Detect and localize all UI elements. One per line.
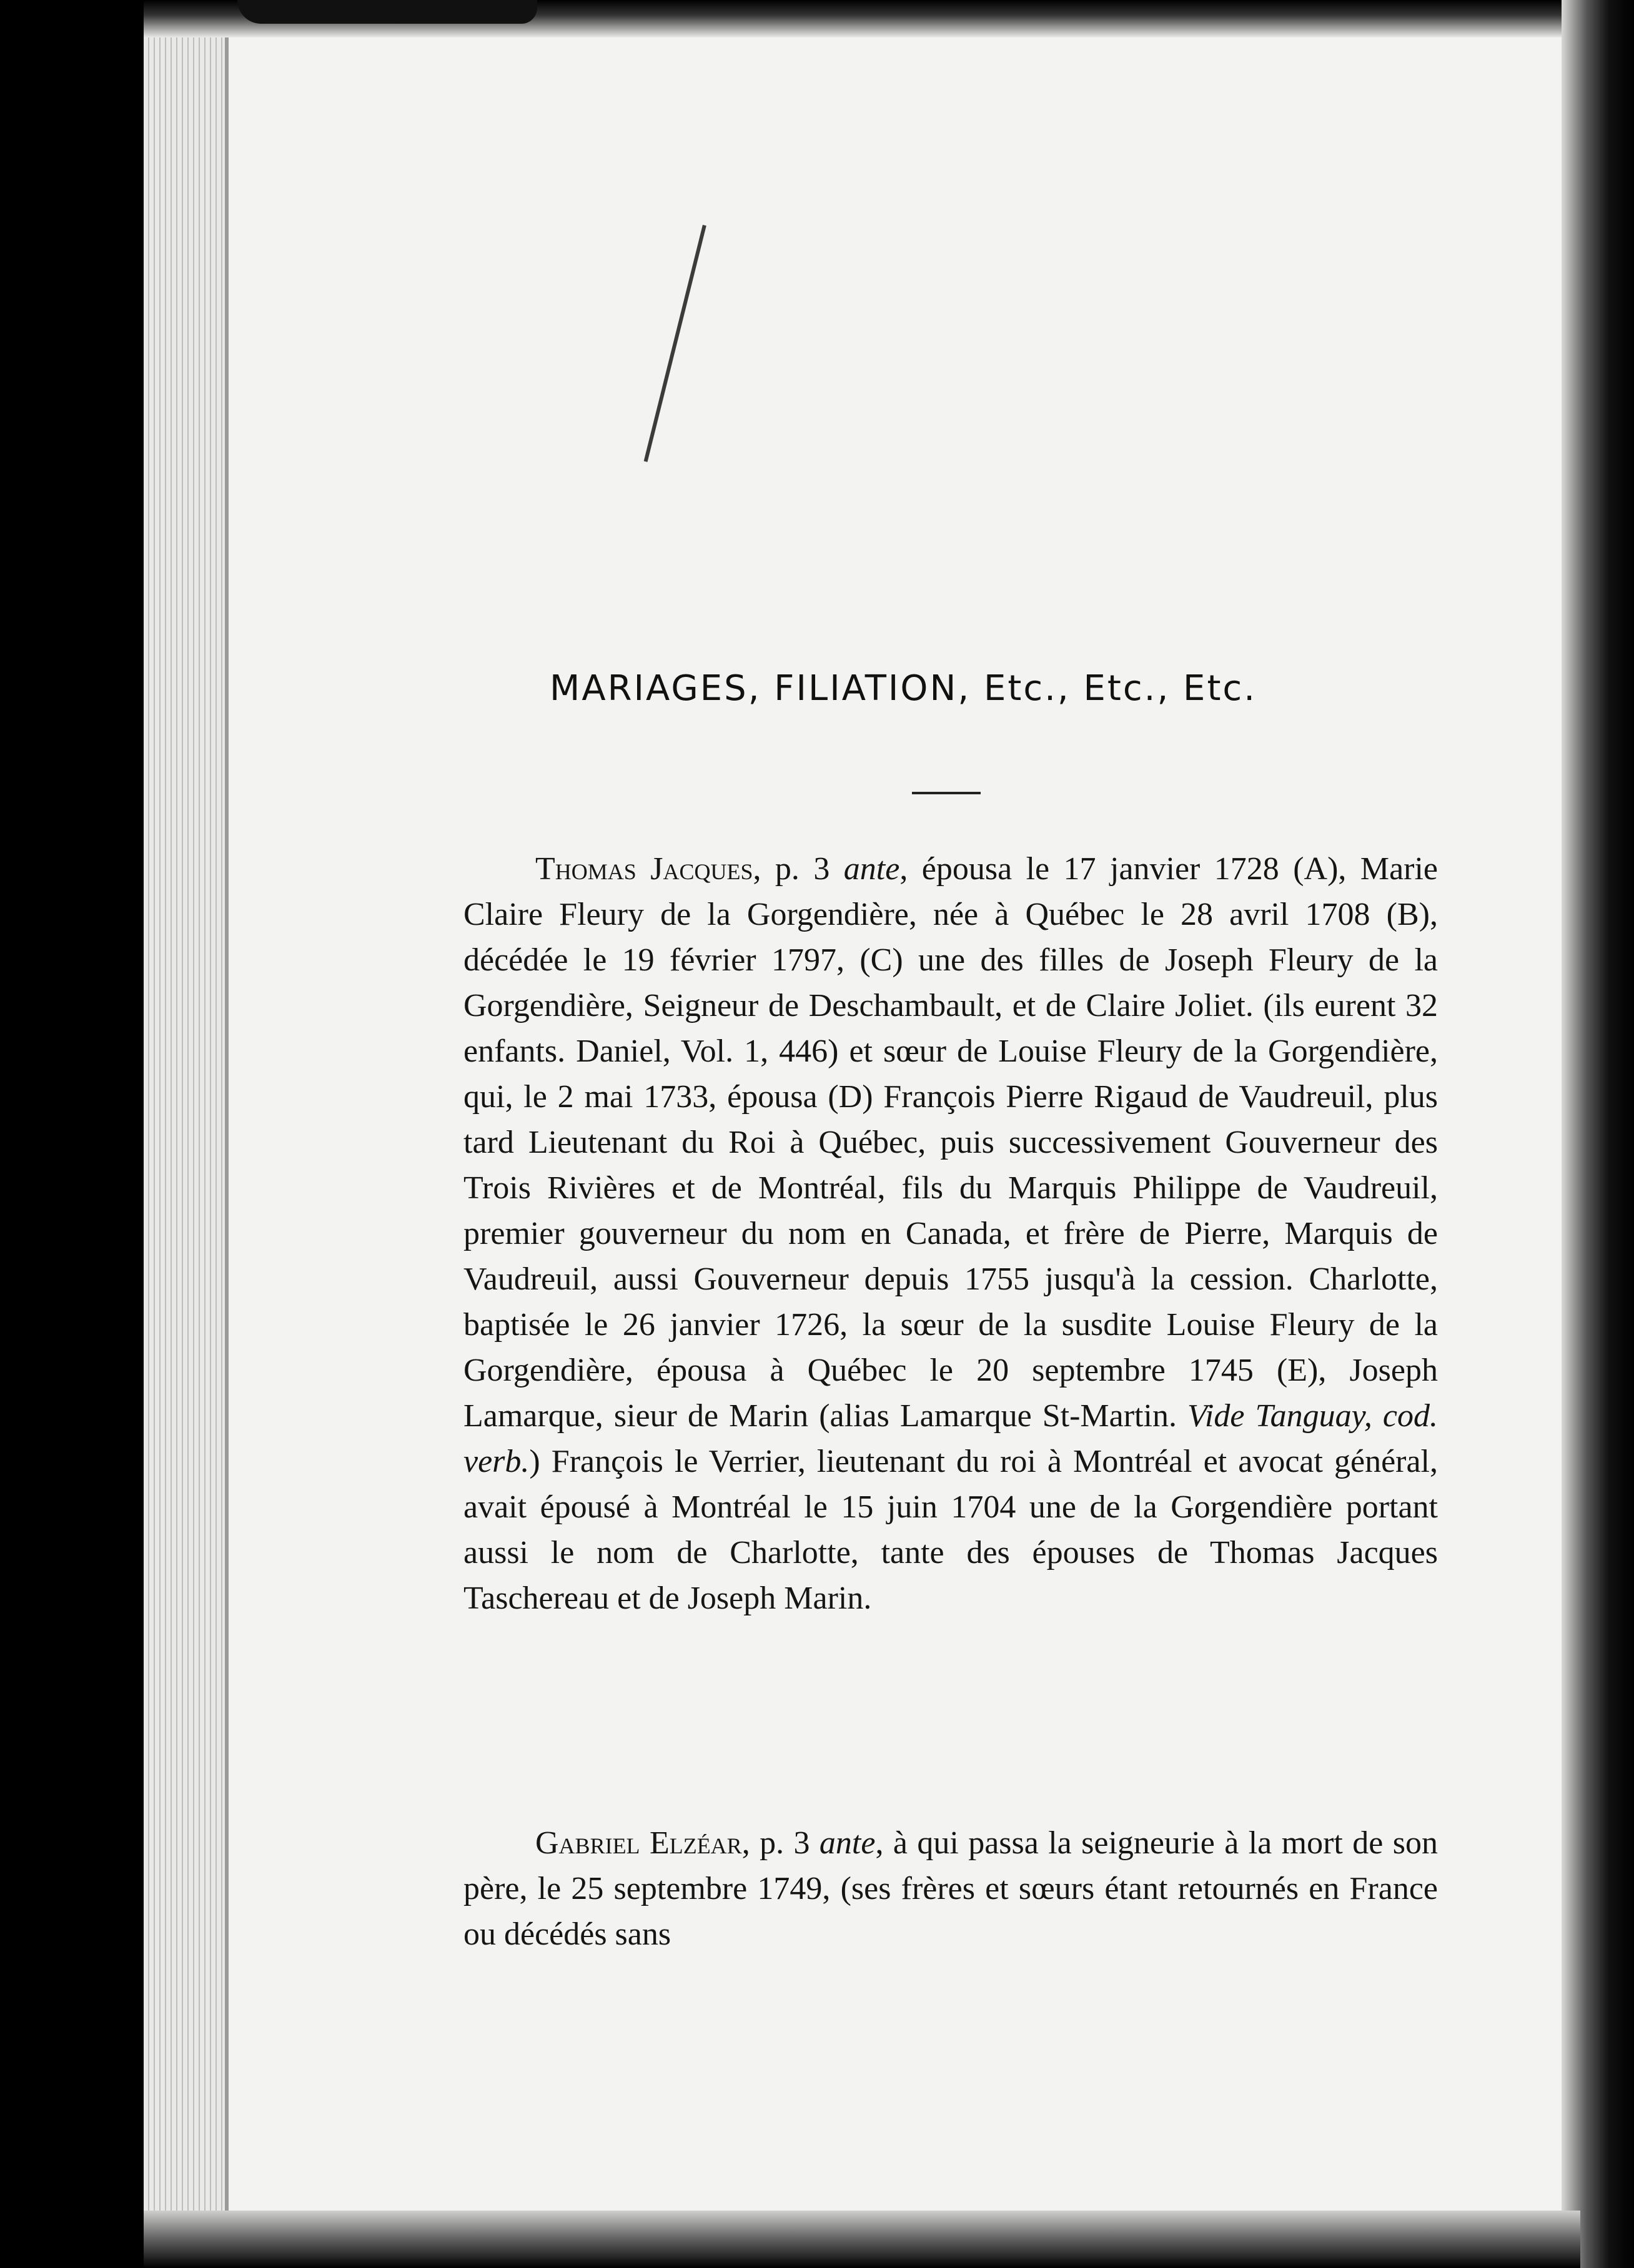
- entry-name: Thomas Jacques: [535, 851, 753, 887]
- ante-italic: ante: [819, 1825, 876, 1861]
- text-segment: , épousa le 17 janvier 1728 (A), Marie Claire Fleury de la Gorgendière, née à Québec le 28 avril 1708 (B), décédée le 19 février 1797, (C) une des filles de Joseph Fleury de la Gorgendière, Seigneur de Deschambault, et de Claire Joliet. (ils eurent 32 enfants. Daniel, Vol. 1, 446) et sœur de Louise Fleury de la Gorgendière, qui, le 2 mai 1733, épousa (D) François Pierre Rigaud de Vaudreuil, plus tard Lieutenant du Roi à Québec, puis successivement Gouverneur des Trois Rivières et de Montréal, fils du Marquis Philippe de Vaudreuil, premier gouverneur du nom en Canada, et frère de Pierre, Marquis de Vaudreuil, aussi Gouverneur depuis 1755 jusqu'à la cession. Charlotte, baptisée le 26 janvier 1726, la sœur de la susdite Louise Fleury de la Gorgendière, épousa à Québec le 20 septembre 1745 (E), Joseph Lamarque, sieur de Marin (alias Lamarque St-Martin.: [463, 851, 1438, 1434]
- entry-name: Gabriel Elzéar: [535, 1825, 742, 1861]
- page-stack-edges: [144, 25, 225, 2248]
- title-divider: [912, 792, 981, 794]
- ante-italic: ante: [843, 851, 900, 887]
- top-scan-mark: [237, 0, 537, 24]
- paragraph-text: [463, 846, 1438, 1621]
- vide-tanguay-italic: Vide Tanguay, cod. verb.: [463, 1398, 1438, 1479]
- right-gutter: [1562, 0, 1634, 2268]
- text-segment: , à qui passa la seigneurie à la mort de son père, le 25 septembre 1749, (ses frères et sœurs étant retournés en France ou décédés sans: [463, 1825, 1438, 1952]
- text-segment: , p. 3: [741, 1825, 819, 1861]
- text-segment: , p. 3: [753, 851, 844, 887]
- page-binding-edge: [225, 25, 229, 2248]
- paragraph-gabriel-elzear: [463, 1820, 1438, 1957]
- paragraph-thomas-jacques: [463, 846, 1438, 1621]
- bottom-scan-shadow: [144, 2211, 1580, 2268]
- paragraph-text: [463, 1820, 1438, 1957]
- text-segment: ) François le Verrier, lieutenant du roi à Montréal et avocat général, avait épousé à Montréal le 15 juin 1704 une de la Gorgendière portant aussi le nom de Charlotte, tante des épouses de Thomas Jacques Taschereau et de Joseph Marin.: [463, 1444, 1438, 1616]
- page-title: MARIAGES, FILIATION, Etc., Etc., Etc.: [550, 668, 1257, 709]
